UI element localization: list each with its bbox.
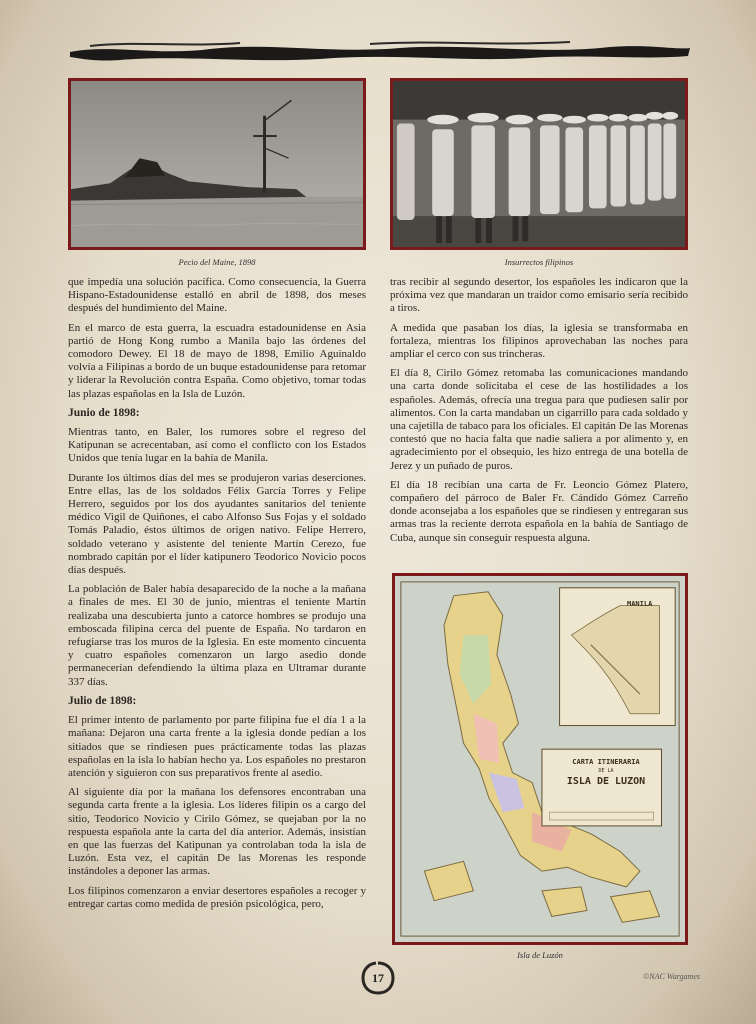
insurrectos-caption: Insurrectos filipinos bbox=[504, 257, 574, 267]
brush-stroke-header bbox=[70, 38, 690, 64]
paragraph: Al siguiente día por la mañana los defensores encontraban una segunda carta frente a la iglesia. Los líderes filipin os a cargo del sitio, Teodorico Novicio y Cirilo Gómez, se quejaban por la no respuesta española ante la carta del día anterior. Además, insistían en que las fuerzas del Katipunan ya controlaban toda la isla de Luzón. Esta vez, el capitán De las Morenas les responde instándoles a deponer las armas. bbox=[68, 786, 366, 878]
map-inset-title: MANILA bbox=[627, 600, 653, 608]
map-title-line3: ISLA DE LUZON bbox=[566, 776, 646, 787]
maine-caption: Pecio del Maine, 1898 bbox=[178, 257, 256, 267]
paragraph: En el marco de esta guerra, la escuadra estadounidense en Asia partió de Hong Kong rumbo a Manila bajo las órdenes del comodoro Dewey. El 18 de mayo de 1898, Emilio Aguinaldo volvía a Filipinas a bordo de un buque estadounidense para retomar y liderar la Revolución contra España. Como objetivo, tomar todas las plazas españolas en la Isla de Luzón. bbox=[68, 321, 366, 400]
map-title-line2: DE LA bbox=[598, 768, 614, 774]
map-title-block bbox=[545, 758, 667, 787]
paragraph: La población de Baler había desaparecido de la noche a la mañana a finales de mes. El 30 de junio, mientras el teniente Martín realizaba una descubierta junto a catorce hombres se produjo una emboscada filipina cerca del puente de España. No tardaron en refugiarse tras los muros de la Iglesia. En este momento cincuenta y cuatro españoles comenzaron un largo asedio donde permanecerían defendiendo la última plaza en Ultramar durante 337 días. bbox=[68, 583, 366, 688]
paragraph: A medida que pasaban los días, la iglesia se transformaba en fortaleza, mientras los filipinos aprovechaban las noches para ampliar el cerco con sus trincheras. bbox=[390, 321, 688, 361]
paragraph: tras recibir al segundo desertor, los españoles les indicaron que la próxima vez que mandaran un traidor como emisario sería recibido a tiros. bbox=[390, 276, 688, 315]
copyright-notice: ©NAC Wargames bbox=[643, 972, 700, 981]
paragraph: El primer intento de parlamento por parte filipina fue el día 1 a la mañana: Dejaron una carta frente a la iglesia donde pedían a los sitiados que se rindiesen pues prácticamente todas las plazas españolas en la isla lo habían hecho ya. Los españoles no prestaron atención y siguieron con sus preparativos frente al asedio. bbox=[68, 714, 366, 779]
page-number: 17 bbox=[372, 971, 384, 985]
insurrectos-photo bbox=[390, 78, 688, 250]
luzon-map bbox=[392, 573, 688, 945]
paragraph: El día 8, Cirilo Gómez retomaba las comunicaciones mandando una carta donde solicitaba el cese de las hostilidades a los españoles. Además, ofrecía una tregua para que pudiesen salir por alimentos. Con la carta mandaban un cigarrillo para cada soldado y una cajetilla de tabaco para los oficiales. El capitán De las Morenas contestó que no hacía falta que nadie saliera a por alimento y, en agradecimiento por el obsequio, les hizo entrega de una botella de Jerez y un puñado de puros. bbox=[390, 367, 688, 472]
maine-wreck-photo bbox=[68, 78, 366, 250]
section-heading-junio: Junio de 1898: bbox=[68, 406, 140, 419]
paragraph: Durante los últimos días del mes se produjeron varias deserciones. Entre ellas, las de los soldados Félix García Torres y Felipe Herrero, seguidos por los dos ayudantes sanitarios del teniente médico Vigil de Quiñones, el cabo Alfonso Sus Fojas y el soldado Tomás Paladio, éstos últimos de origen nativo. Felipe Herrero, soldado veterano y asistente del teniente Martín Cerezo, fue nombrado capitán por el líder katipunero Teodorico Novicio pocos días después. bbox=[68, 471, 366, 577]
left-text-column bbox=[68, 276, 366, 917]
luzon-caption: Isla de Luzón bbox=[517, 950, 563, 960]
section-heading-julio: Julio de 1898: bbox=[68, 694, 137, 707]
paragraph: El día 18 recibían una carta de Fr. Leoncio Gómez Platero, compañero del párroco de Baler Fr. Cándido Gómez Carreño donde aconsejaba a los españoles que se rindiesen y entregaran sus armas tras la reciente derrota española en la bahía de Santiago de Cuba, aunque sin conseguir respuesta alguna. bbox=[390, 478, 688, 544]
paragraph: que impedía una solución pacífica. Como consecuencia, la Guerra Hispano-Estadounidense estalló en abril de 1898, dos meses después del hundimiento del Maine. bbox=[68, 276, 366, 315]
paragraph: Mientras tanto, en Baler, los rumores sobre el regreso del Katipunan se acrecentaban, así como el conflicto con los Estados Unidos que tenía lugar en la bahía de Manila. bbox=[68, 426, 366, 465]
paragraph: Los filipinos comenzaron a enviar desertores españoles a recoger y entregar cartas como medida de presión psicológica, pero, bbox=[68, 884, 366, 910]
right-text-column bbox=[390, 276, 688, 551]
map-title-line1: CARTA ITINERARIA bbox=[572, 758, 640, 766]
